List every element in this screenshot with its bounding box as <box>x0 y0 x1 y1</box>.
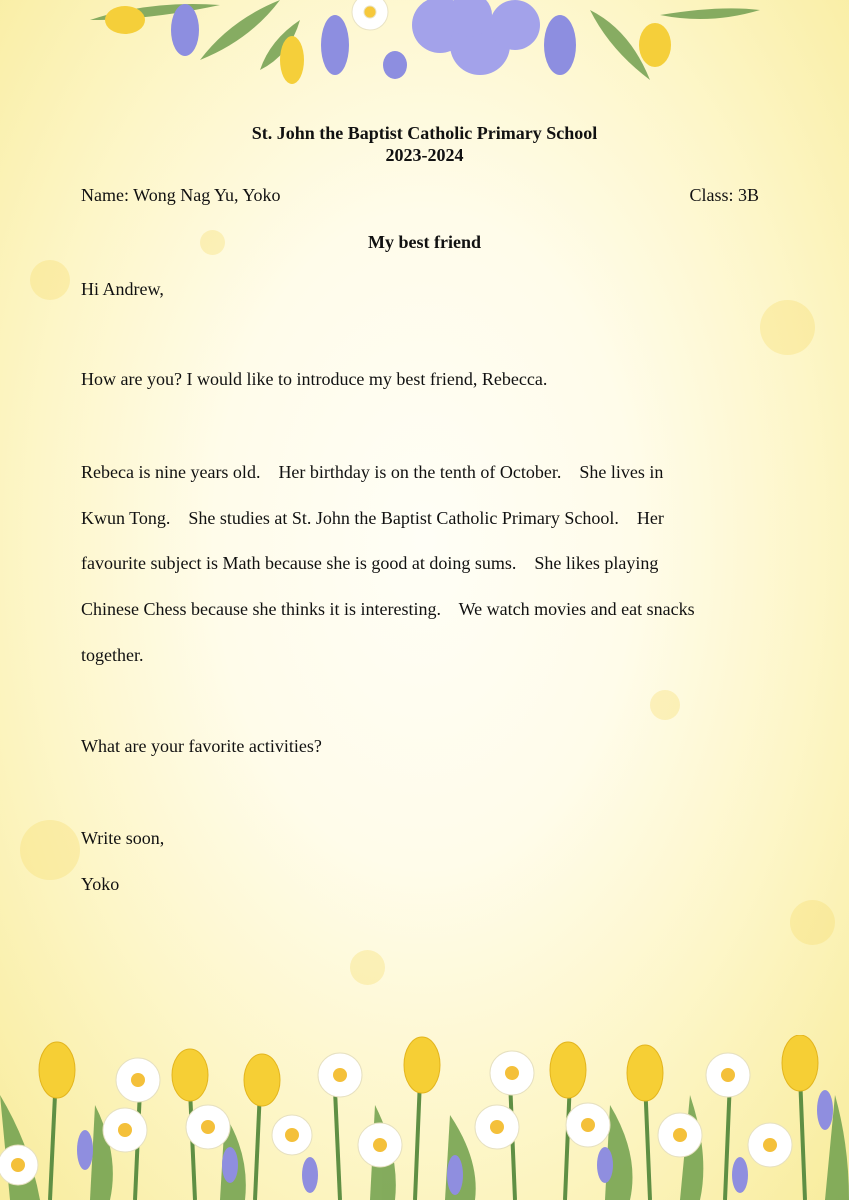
bottom-floral-border <box>0 1035 849 1200</box>
top-floral-border <box>0 0 849 95</box>
greeting: Hi Andrew, <box>81 279 164 299</box>
paint-spot <box>790 900 835 945</box>
page-title: My best friend <box>368 232 481 252</box>
paragraph-line: together. <box>81 645 144 665</box>
question-line: What are your favorite activities? <box>81 736 322 756</box>
paragraph-line: Kwun Tong. She studies at St. John the Baptist Catholic Primary School. Her <box>81 508 664 528</box>
signature: Yoko <box>81 874 120 894</box>
class-label: Class: 3B <box>689 185 759 205</box>
school-year: 2023-2024 <box>385 145 464 165</box>
intro-line: How are you? I would like to introduce my best friend, Rebecca. <box>81 369 548 389</box>
paint-spot <box>20 820 80 880</box>
paragraph-line: Rebeca is nine years old. Her birthday is on the tenth of October. She lives in <box>81 462 664 482</box>
paragraph-line: favourite subject is Math because she is good at doing sums. She likes playing <box>81 553 659 573</box>
closing: Write soon, <box>81 828 165 848</box>
paint-spot <box>30 260 70 300</box>
school-name: St. John the Baptist Catholic Primary School <box>251 123 598 143</box>
paint-spot <box>650 690 680 720</box>
student-name: Name: Wong Nag Yu, Yoko <box>81 185 281 205</box>
paint-spot <box>760 300 815 355</box>
paint-spot <box>350 950 385 985</box>
paragraph-line: Chinese Chess because she thinks it is interesting. We watch movies and eat snacks <box>81 599 695 619</box>
daffodil-icon <box>0 1051 792 1185</box>
daffodil-icon <box>352 0 388 30</box>
lilac-cluster-icon <box>412 0 540 75</box>
